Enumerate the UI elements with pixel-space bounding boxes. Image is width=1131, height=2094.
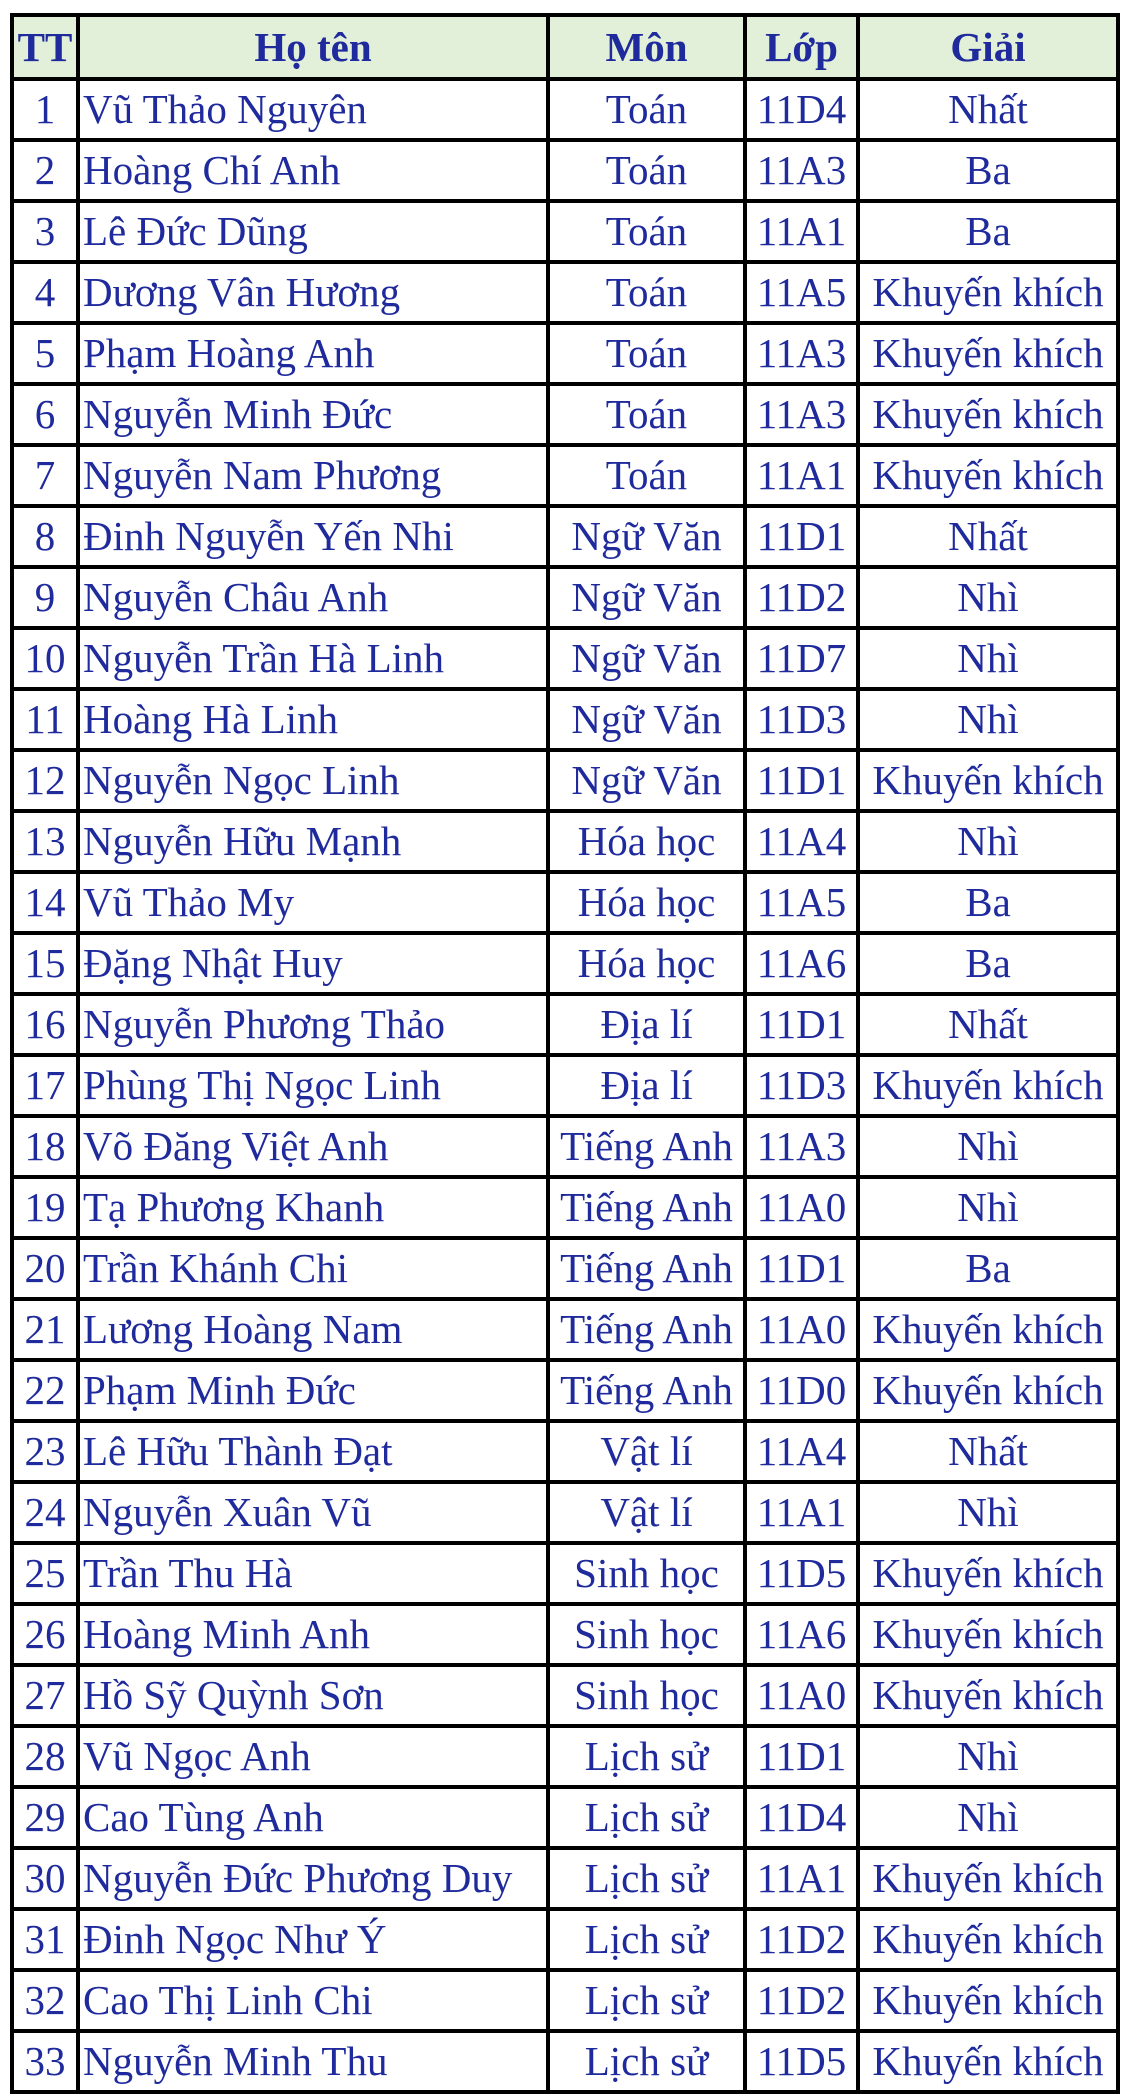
class-cell: 11D1 bbox=[745, 1726, 858, 1787]
prize-cell: Khuyến khích bbox=[858, 1299, 1118, 1360]
class-cell: 11D4 bbox=[745, 79, 858, 140]
class-cell: 11D3 bbox=[745, 1055, 858, 1116]
table-row bbox=[12, 811, 1118, 872]
table-row bbox=[12, 1665, 1118, 1726]
prize-cell: Ba bbox=[858, 872, 1118, 933]
subject-cell: Lịch sử bbox=[548, 1787, 745, 1848]
subject-cell: Lịch sử bbox=[548, 1726, 745, 1787]
subject-cell: Tiếng Anh bbox=[548, 1116, 745, 1177]
student-name-cell: Nguyễn Minh Đức bbox=[78, 384, 548, 445]
row-number-cell: 33 bbox=[12, 2031, 78, 2092]
subject-cell: Ngữ Văn bbox=[548, 689, 745, 750]
row-number-cell: 29 bbox=[12, 1787, 78, 1848]
row-number-cell: 30 bbox=[12, 1848, 78, 1909]
class-cell: 11A1 bbox=[745, 201, 858, 262]
row-number-cell: 22 bbox=[12, 1360, 78, 1421]
prize-cell: Nhì bbox=[858, 1726, 1118, 1787]
prize-cell: Khuyến khích bbox=[858, 2031, 1118, 2092]
student-name-cell: Lương Hoàng Nam bbox=[78, 1299, 548, 1360]
row-number-cell: 5 bbox=[12, 323, 78, 384]
student-name-cell: Nguyễn Hữu Mạnh bbox=[78, 811, 548, 872]
row-number-cell: 14 bbox=[12, 872, 78, 933]
student-name-cell: Hồ Sỹ Quỳnh Sơn bbox=[78, 1665, 548, 1726]
prize-cell: Khuyến khích bbox=[858, 262, 1118, 323]
prize-cell: Nhất bbox=[858, 1421, 1118, 1482]
row-number-cell: 18 bbox=[12, 1116, 78, 1177]
row-number-cell: 4 bbox=[12, 262, 78, 323]
row-number-cell: 27 bbox=[12, 1665, 78, 1726]
class-cell: 11A4 bbox=[745, 1421, 858, 1482]
class-cell: 11A3 bbox=[745, 323, 858, 384]
class-cell: 11D1 bbox=[745, 750, 858, 811]
table-row bbox=[12, 1787, 1118, 1848]
student-name-cell: Hoàng Hà Linh bbox=[78, 689, 548, 750]
prize-cell: Nhì bbox=[858, 567, 1118, 628]
student-name-cell: Võ Đăng Việt Anh bbox=[78, 1116, 548, 1177]
student-name-cell: Nguyễn Minh Thu bbox=[78, 2031, 548, 2092]
row-number-cell: 21 bbox=[12, 1299, 78, 1360]
class-cell: 11D1 bbox=[745, 994, 858, 1055]
header-row bbox=[12, 15, 1118, 79]
prize-cell: Ba bbox=[858, 933, 1118, 994]
class-cell: 11A1 bbox=[745, 1482, 858, 1543]
student-name-cell: Đinh Ngọc Như Ý bbox=[78, 1909, 548, 1970]
table-row bbox=[12, 933, 1118, 994]
student-name-cell: Nguyễn Trần Hà Linh bbox=[78, 628, 548, 689]
table-row bbox=[12, 1299, 1118, 1360]
class-cell: 11D2 bbox=[745, 567, 858, 628]
table-row bbox=[12, 1909, 1118, 1970]
table-row bbox=[12, 262, 1118, 323]
subject-cell: Địa lí bbox=[548, 1055, 745, 1116]
prize-cell: Nhất bbox=[858, 994, 1118, 1055]
class-cell: 11A0 bbox=[745, 1665, 858, 1726]
row-number-cell: 1 bbox=[12, 79, 78, 140]
table-row bbox=[12, 384, 1118, 445]
subject-cell: Tiếng Anh bbox=[548, 1360, 745, 1421]
row-number-cell: 15 bbox=[12, 933, 78, 994]
prize-cell: Khuyến khích bbox=[858, 323, 1118, 384]
class-cell: 11D5 bbox=[745, 1543, 858, 1604]
prize-cell: Khuyến khích bbox=[858, 1604, 1118, 1665]
table-row bbox=[12, 2031, 1118, 2092]
prize-cell: Nhì bbox=[858, 628, 1118, 689]
row-number-cell: 20 bbox=[12, 1238, 78, 1299]
student-name-cell: Cao Tùng Anh bbox=[78, 1787, 548, 1848]
prize-cell: Khuyến khích bbox=[858, 1543, 1118, 1604]
subject-cell: Ngữ Văn bbox=[548, 506, 745, 567]
class-cell: 11D4 bbox=[745, 1787, 858, 1848]
table-row bbox=[12, 323, 1118, 384]
table-row bbox=[12, 994, 1118, 1055]
table-row bbox=[12, 1970, 1118, 2031]
student-name-cell: Hoàng Chí Anh bbox=[78, 140, 548, 201]
table-row bbox=[12, 1360, 1118, 1421]
table-row bbox=[12, 1604, 1118, 1665]
table-row bbox=[12, 1116, 1118, 1177]
table-body bbox=[12, 79, 1118, 2092]
class-cell: 11A3 bbox=[745, 384, 858, 445]
subject-cell: Ngữ Văn bbox=[548, 567, 745, 628]
student-name-cell: Nguyễn Châu Anh bbox=[78, 567, 548, 628]
student-name-cell: Cao Thị Linh Chi bbox=[78, 1970, 548, 2031]
row-number-cell: 12 bbox=[12, 750, 78, 811]
subject-cell: Hóa học bbox=[548, 811, 745, 872]
student-name-cell: Nguyễn Ngọc Linh bbox=[78, 750, 548, 811]
subject-cell: Lịch sử bbox=[548, 1970, 745, 2031]
table-row bbox=[12, 506, 1118, 567]
student-name-cell: Nguyễn Đức Phương Duy bbox=[78, 1848, 548, 1909]
prize-cell: Nhì bbox=[858, 1482, 1118, 1543]
prize-cell: Nhì bbox=[858, 811, 1118, 872]
prize-cell: Nhì bbox=[858, 1116, 1118, 1177]
table-row bbox=[12, 628, 1118, 689]
student-name-cell: Phùng Thị Ngọc Linh bbox=[78, 1055, 548, 1116]
row-number-cell: 10 bbox=[12, 628, 78, 689]
student-name-cell: Lê Hữu Thành Đạt bbox=[78, 1421, 548, 1482]
prize-cell: Khuyến khích bbox=[858, 1848, 1118, 1909]
row-number-cell: 17 bbox=[12, 1055, 78, 1116]
header-subject: Môn bbox=[548, 15, 745, 79]
prize-cell: Khuyến khích bbox=[858, 1055, 1118, 1116]
subject-cell: Ngữ Văn bbox=[548, 628, 745, 689]
award-list-sheet bbox=[10, 13, 1120, 2094]
prize-cell: Nhất bbox=[858, 79, 1118, 140]
student-name-cell: Đặng Nhật Huy bbox=[78, 933, 548, 994]
row-number-cell: 32 bbox=[12, 1970, 78, 2031]
subject-cell: Toán bbox=[548, 323, 745, 384]
prize-cell: Nhì bbox=[858, 1177, 1118, 1238]
subject-cell: Toán bbox=[548, 140, 745, 201]
prize-cell: Ba bbox=[858, 1238, 1118, 1299]
header-name: Họ tên bbox=[78, 15, 548, 79]
class-cell: 11A3 bbox=[745, 140, 858, 201]
subject-cell: Vật lí bbox=[548, 1421, 745, 1482]
subject-cell: Tiếng Anh bbox=[548, 1299, 745, 1360]
table-row bbox=[12, 750, 1118, 811]
row-number-cell: 11 bbox=[12, 689, 78, 750]
student-name-cell: Hoàng Minh Anh bbox=[78, 1604, 548, 1665]
class-cell: 11A3 bbox=[745, 1116, 858, 1177]
student-name-cell: Đinh Nguyễn Yến Nhi bbox=[78, 506, 548, 567]
subject-cell: Lịch sử bbox=[548, 1909, 745, 1970]
row-number-cell: 25 bbox=[12, 1543, 78, 1604]
class-cell: 11A0 bbox=[745, 1299, 858, 1360]
row-number-cell: 13 bbox=[12, 811, 78, 872]
subject-cell: Hóa học bbox=[548, 933, 745, 994]
prize-cell: Nhì bbox=[858, 1787, 1118, 1848]
header-tt: TT bbox=[12, 15, 78, 79]
subject-cell: Tiếng Anh bbox=[548, 1238, 745, 1299]
student-name-cell: Phạm Hoàng Anh bbox=[78, 323, 548, 384]
table-row bbox=[12, 445, 1118, 506]
class-cell: 11A0 bbox=[745, 1177, 858, 1238]
prize-cell: Khuyến khích bbox=[858, 384, 1118, 445]
table-row bbox=[12, 1055, 1118, 1116]
table-row bbox=[12, 79, 1118, 140]
student-name-cell: Tạ Phương Khanh bbox=[78, 1177, 548, 1238]
class-cell: 11D5 bbox=[745, 2031, 858, 2092]
prize-cell: Khuyến khích bbox=[858, 1970, 1118, 2031]
subject-cell: Vật lí bbox=[548, 1482, 745, 1543]
class-cell: 11D1 bbox=[745, 1238, 858, 1299]
header-prize: Giải bbox=[858, 15, 1118, 79]
student-name-cell: Phạm Minh Đức bbox=[78, 1360, 548, 1421]
row-number-cell: 8 bbox=[12, 506, 78, 567]
student-name-cell: Nguyễn Nam Phương bbox=[78, 445, 548, 506]
subject-cell: Toán bbox=[548, 262, 745, 323]
class-cell: 11A6 bbox=[745, 933, 858, 994]
class-cell: 11D1 bbox=[745, 506, 858, 567]
table-row bbox=[12, 689, 1118, 750]
subject-cell: Sinh học bbox=[548, 1604, 745, 1665]
row-number-cell: 31 bbox=[12, 1909, 78, 1970]
subject-cell: Toán bbox=[548, 201, 745, 262]
student-name-cell: Nguyễn Xuân Vũ bbox=[78, 1482, 548, 1543]
class-cell: 11D3 bbox=[745, 689, 858, 750]
row-number-cell: 26 bbox=[12, 1604, 78, 1665]
row-number-cell: 28 bbox=[12, 1726, 78, 1787]
subject-cell: Hóa học bbox=[548, 872, 745, 933]
subject-cell: Toán bbox=[548, 384, 745, 445]
row-number-cell: 3 bbox=[12, 201, 78, 262]
prize-cell: Nhì bbox=[858, 689, 1118, 750]
header-class: Lớp bbox=[745, 15, 858, 79]
subject-cell: Sinh học bbox=[548, 1543, 745, 1604]
subject-cell: Lịch sử bbox=[548, 2031, 745, 2092]
student-name-cell: Dương Vân Hương bbox=[78, 262, 548, 323]
table-row bbox=[12, 1848, 1118, 1909]
class-cell: 11D0 bbox=[745, 1360, 858, 1421]
row-number-cell: 19 bbox=[12, 1177, 78, 1238]
prize-cell: Ba bbox=[858, 140, 1118, 201]
row-number-cell: 7 bbox=[12, 445, 78, 506]
table-row bbox=[12, 1177, 1118, 1238]
table-row bbox=[12, 1726, 1118, 1787]
class-cell: 11A6 bbox=[745, 1604, 858, 1665]
prize-cell: Khuyến khích bbox=[858, 750, 1118, 811]
class-cell: 11D2 bbox=[745, 1909, 858, 1970]
row-number-cell: 9 bbox=[12, 567, 78, 628]
table-row bbox=[12, 140, 1118, 201]
row-number-cell: 23 bbox=[12, 1421, 78, 1482]
prize-cell: Nhất bbox=[858, 506, 1118, 567]
subject-cell: Toán bbox=[548, 445, 745, 506]
student-name-cell: Nguyễn Phương Thảo bbox=[78, 994, 548, 1055]
row-number-cell: 16 bbox=[12, 994, 78, 1055]
subject-cell: Toán bbox=[548, 79, 745, 140]
class-cell: 11A4 bbox=[745, 811, 858, 872]
award-table bbox=[10, 13, 1120, 2094]
subject-cell: Lịch sử bbox=[548, 1848, 745, 1909]
row-number-cell: 24 bbox=[12, 1482, 78, 1543]
subject-cell: Tiếng Anh bbox=[548, 1177, 745, 1238]
prize-cell: Khuyến khích bbox=[858, 1665, 1118, 1726]
subject-cell: Địa lí bbox=[548, 994, 745, 1055]
class-cell: 11D2 bbox=[745, 1970, 858, 2031]
prize-cell: Khuyến khích bbox=[858, 445, 1118, 506]
subject-cell: Sinh học bbox=[548, 1665, 745, 1726]
student-name-cell: Vũ Thảo Nguyên bbox=[78, 79, 548, 140]
table-row bbox=[12, 872, 1118, 933]
table-row bbox=[12, 567, 1118, 628]
student-name-cell: Vũ Thảo My bbox=[78, 872, 548, 933]
student-name-cell: Trần Thu Hà bbox=[78, 1543, 548, 1604]
row-number-cell: 6 bbox=[12, 384, 78, 445]
student-name-cell: Lê Đức Dũng bbox=[78, 201, 548, 262]
class-cell: 11A5 bbox=[745, 872, 858, 933]
subject-cell: Ngữ Văn bbox=[548, 750, 745, 811]
class-cell: 11A1 bbox=[745, 1848, 858, 1909]
class-cell: 11A1 bbox=[745, 445, 858, 506]
prize-cell: Ba bbox=[858, 201, 1118, 262]
class-cell: 11D7 bbox=[745, 628, 858, 689]
table-row bbox=[12, 1421, 1118, 1482]
class-cell: 11A5 bbox=[745, 262, 858, 323]
table-row bbox=[12, 1238, 1118, 1299]
table-row bbox=[12, 1482, 1118, 1543]
student-name-cell: Vũ Ngọc Anh bbox=[78, 1726, 548, 1787]
row-number-cell: 2 bbox=[12, 140, 78, 201]
student-name-cell: Trần Khánh Chi bbox=[78, 1238, 548, 1299]
prize-cell: Khuyến khích bbox=[858, 1360, 1118, 1421]
prize-cell: Khuyến khích bbox=[858, 1909, 1118, 1970]
table-row bbox=[12, 201, 1118, 262]
table-row bbox=[12, 1543, 1118, 1604]
